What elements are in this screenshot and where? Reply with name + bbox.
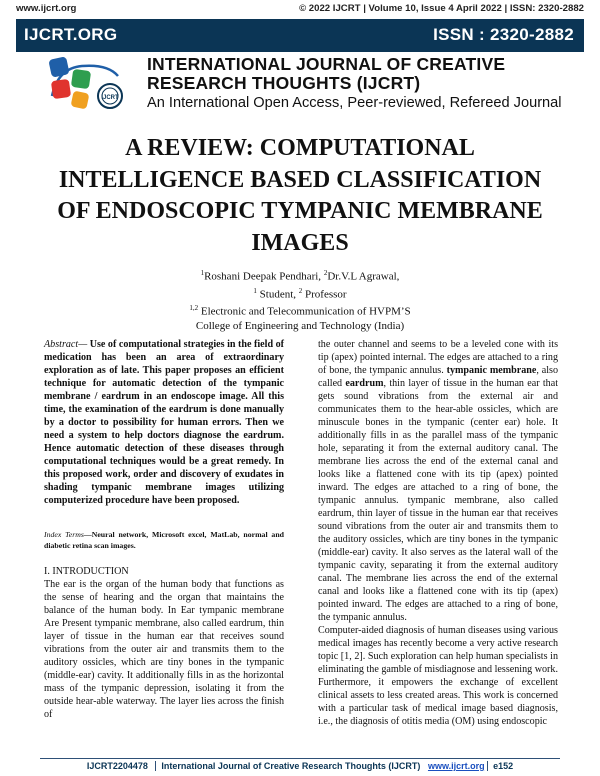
journal-name	[147, 55, 505, 93]
intro-paragraph: The ear is the organ of the human body that functions as the sense of hearing and the organ that maintains the balance of the human body. In Ear tympanic membrane Are Present tympanic membrane, also called eardrum, thin layer of tissue in the human ear that receives sound vibrations from the outer air and transmits them to the auditory ossicles, which are tiny bones in the tympanic (middle-ear) cavity. It additionally fills in as the horizontal mass of the tympanic depression, isolating it from the outside hear-able waterway. The layer lies across the finish of	[44, 579, 284, 720]
abstract-text: Use of computational strategies in the field of medication has been an area of extraordinary exploration as of late. This paper proposes an efficient technique for automatic detection of the tympanic membrane / eardrum in an endoscope image. All this time, the examination of the eardrum is done manually by a doctor to possibility for human errors. Then we need a system to help doctors diagnose the eardrum. Hence automatic detection of these diseases through computational techniques would be a great remedy. In this proposed work, order and discovery of exudates in shading tympanic membrane images utilizing computerized procedure have been proposed.	[44, 339, 284, 506]
header-website[interactable]: www.ijcrt.org	[16, 3, 77, 14]
abstract	[44, 338, 284, 507]
footer-link[interactable]: www.ijcrt.org	[427, 761, 485, 771]
svg-text:IJCRT: IJCRT	[101, 95, 119, 101]
journal-name-line2: RESEARCH THOUGHTS (IJCRT)	[147, 73, 421, 93]
index-terms-text: —Neural network, Microsoft excel, MatLab, normal and diabetic retina scan images.	[44, 530, 285, 550]
journal-logo	[48, 56, 140, 112]
affiliation-line2: College of Engineering and Technology (India)	[195, 319, 405, 332]
body-paragraph-1: the outer channel and seems to be a leveled cone with its tip (apex) pointed internal. The edges are attached to a ring of bone, the tympanic annulus. tympanic membrane, also called eardrum, thin layer of tissue in the human ear that gets sound vibrations from the external air and communicates them to the hear-able ossicles, which are minuscule bones in the tympanic (center ear) hole. It additionally fills in as the parallel mass of the tympanic hole, separating it from the external auditory canal. The membrane lies across the end of the external canal and looks like a flattened cone with its tip (apex) pointed inward. The edges are attached to a ring of bone, the tympanic annulus. tympanic membrane, also called eardrum, thin layer of tissue in the human ear that receives sound vibrations from the outer air and transmits them to the auditory ossicles, which are tiny bones in the tympanic (middle-ear) cavity. It also serves as the lateral wall of the tympanic cavity, separating it from the external auditory canal. The membrane lies across the end of the external canal and looks like a flattened cone with its tip (apex) pointed inward. The edges are attached to a ring of bone, the tympanic annulus.	[318, 339, 558, 623]
abstract-label: Abstract—	[44, 339, 88, 350]
author-2: Dr.V.L Agrawal,	[327, 270, 400, 283]
affiliation-line1: Electronic and Telecommunication of HVPM’S	[198, 305, 411, 318]
index-terms-label: Index Terms	[44, 530, 84, 539]
footer-paper-id: IJCRT2204478	[86, 761, 148, 771]
journal-subtitle: An International Open Access, Peer-reviewed, Refereed Journal	[147, 95, 562, 111]
author-1: Roshani Deepak Pendhari,	[204, 270, 324, 283]
term-tympanic-membrane: tympanic membrane	[446, 365, 537, 376]
page-footer	[40, 758, 560, 771]
journal-name-line1: INTERNATIONAL JOURNAL OF CREATIVE	[147, 54, 506, 74]
left-column	[44, 338, 284, 721]
journal-banner	[16, 19, 584, 52]
banner-site: IJCRT.ORG	[24, 25, 118, 44]
index-terms	[44, 529, 284, 551]
footer-journal: International Journal of Creative Research Thoughts (IJCRT)	[155, 761, 425, 771]
body-paragraph-2: Computer-aided diagnosis of human diseases using various medical images has recently become a very active research topic [1, 2]. Such exploration can help human specialists in eliminating the gamble of misdiagnose and lessening work. Furthermore, it empowers the exchange of excellent clinical assets to less created areas. This work is concerned with a particular task of medical image based diagnosis, i.e., the diagnosis of otitis media (OM) using endoscopic	[318, 625, 558, 727]
term-eardrum: eardrum	[345, 378, 384, 389]
banner-issn: ISSN : 2320-2882	[433, 25, 574, 44]
right-column	[318, 338, 558, 728]
footer-page-number: e152	[487, 761, 518, 771]
author-block: $^1$Roshani Deepak Pendhari, $^2$Dr.V.L Agrawal, $^1$ Student, $^2$ Professor $^{1,2}$ Electronic and Telecommunication of HVPM’S College of Engineering and Technology (India)	[120, 266, 480, 333]
paper-title: A REVIEW: COMPUTATIONAL INTELLIGENCE BASED CLASSIFICATION OF ENDOSCOPIC TYMPANIC MEMBRANE IMAGES	[57, 135, 543, 256]
header-volume-info: © 2022 IJCRT | Volume 10, Issue 4 April 2022 | ISSN: 2320-2882	[299, 3, 584, 14]
running-header	[16, 2, 584, 16]
section-heading-introduction: I. INTRODUCTION	[44, 566, 129, 577]
